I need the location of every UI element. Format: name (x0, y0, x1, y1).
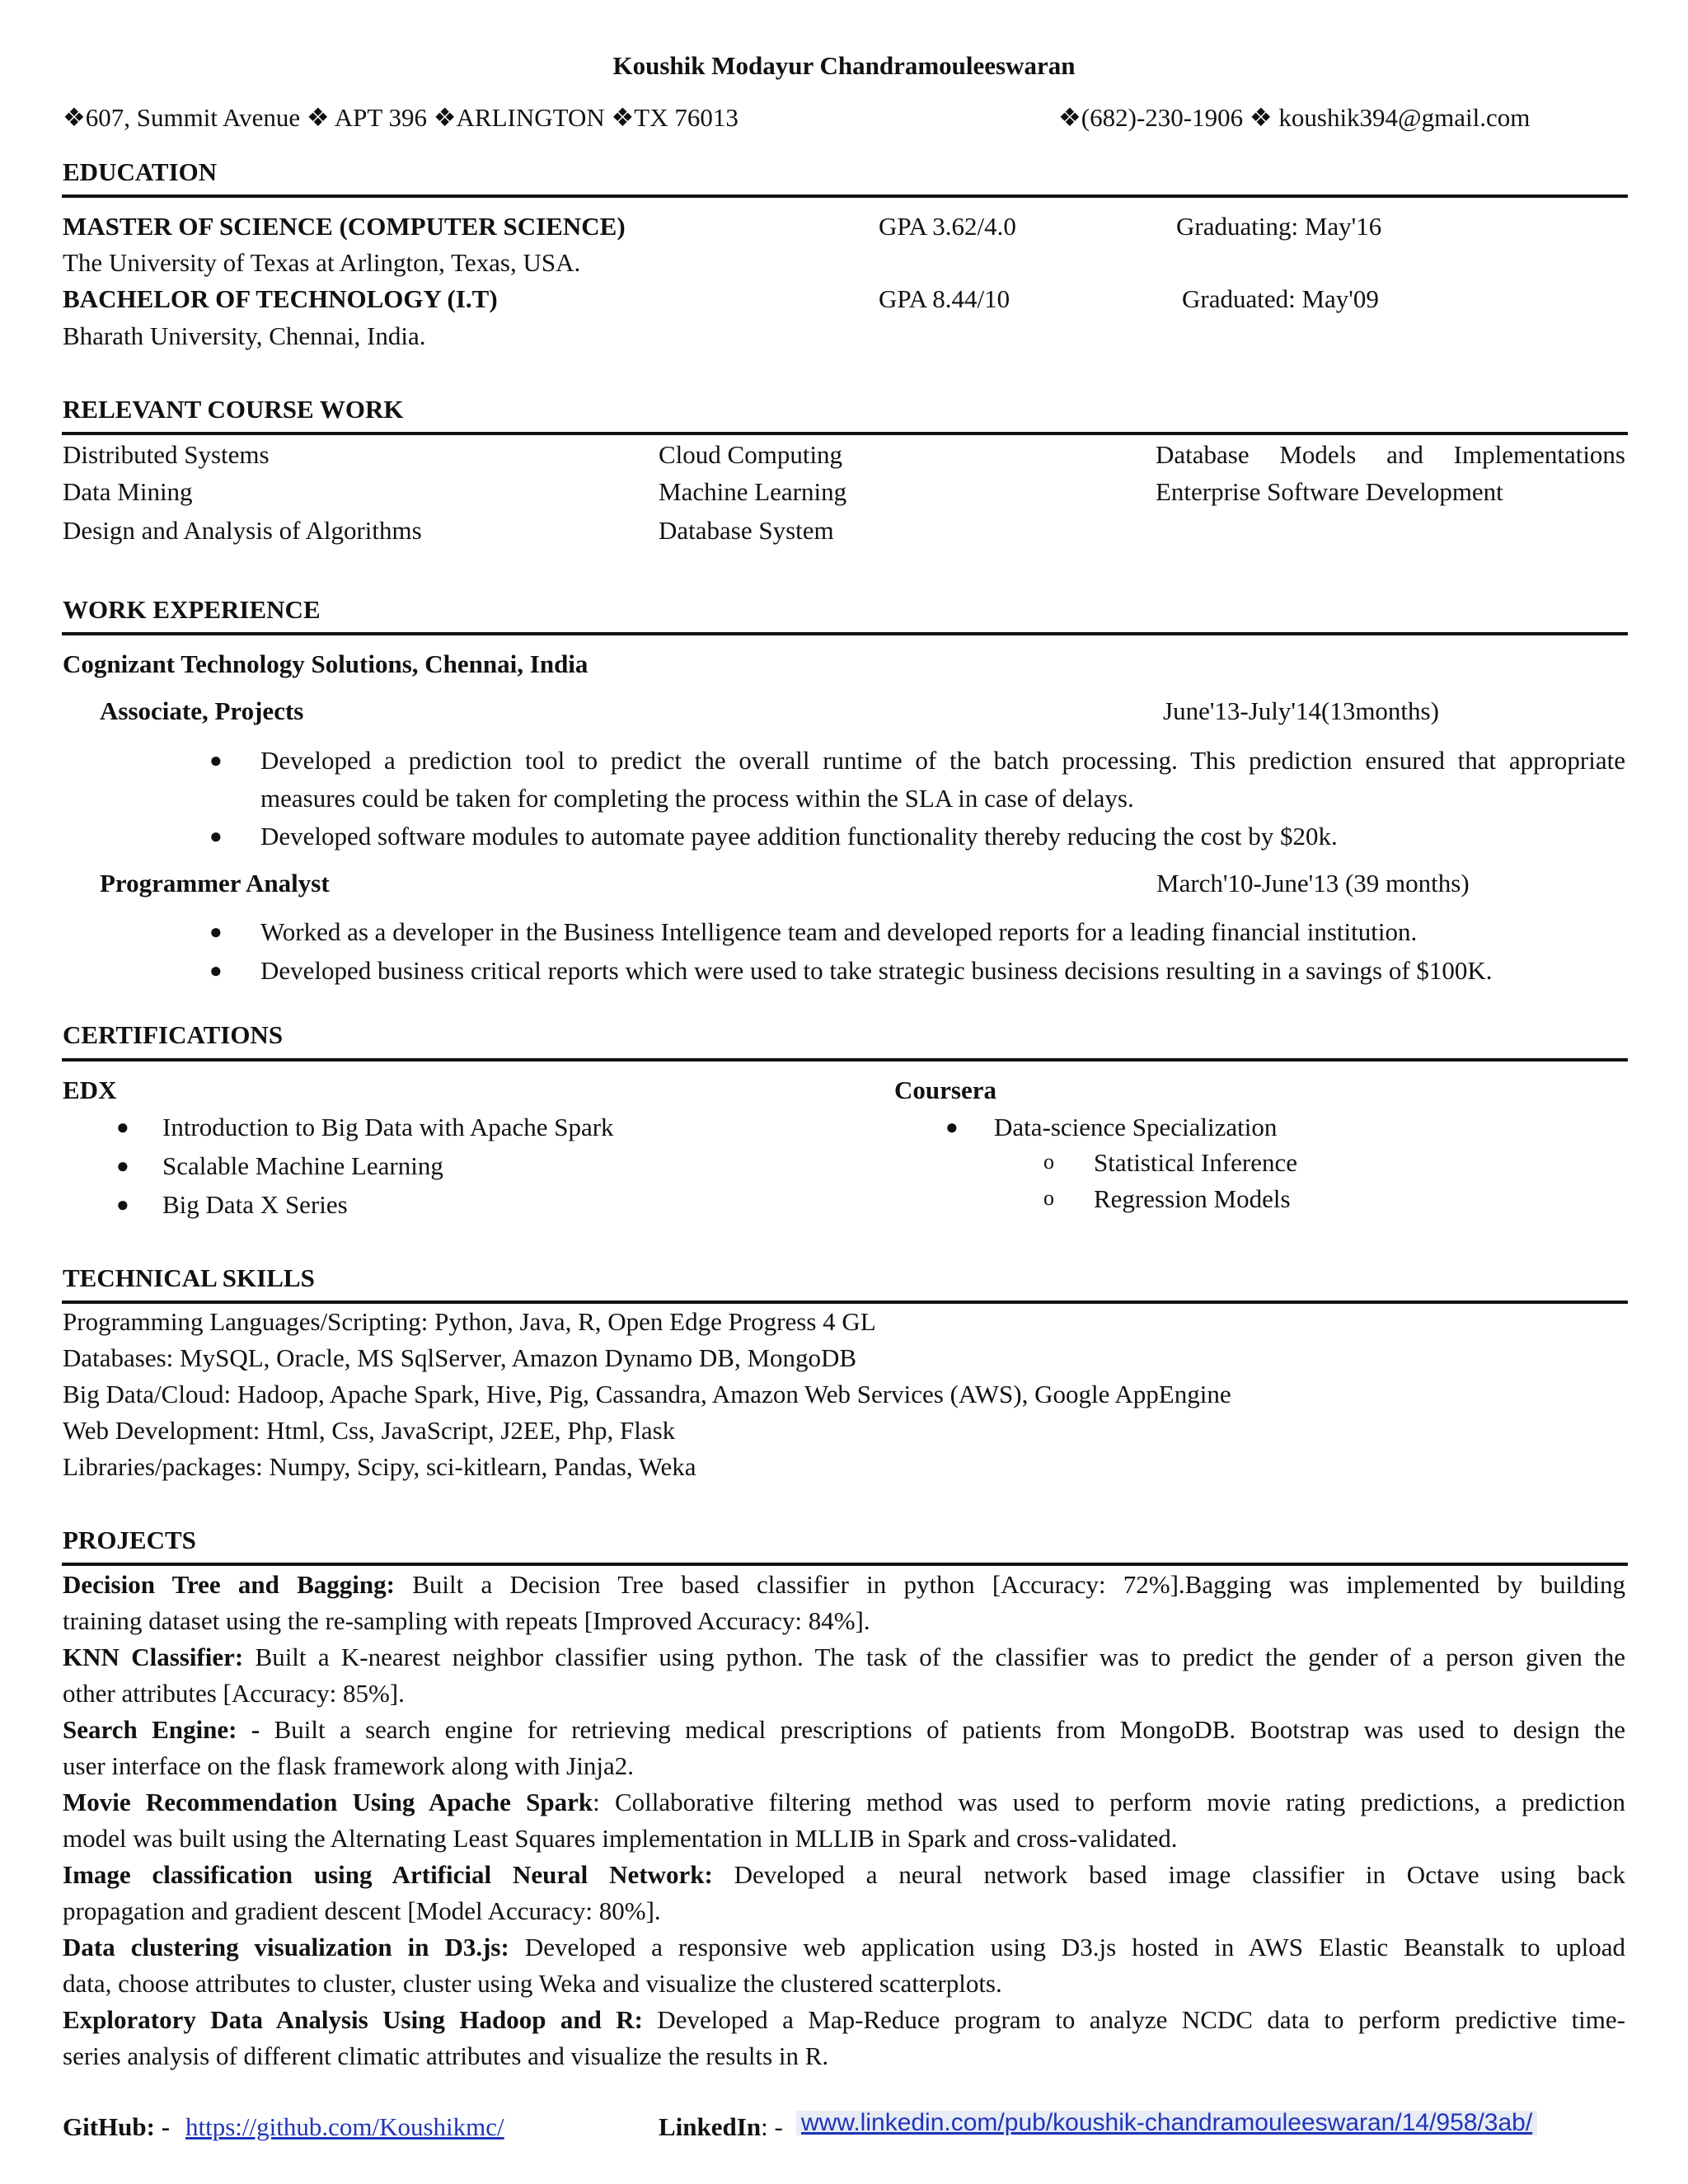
cert-subitem: Statistical Inference (1094, 1148, 1298, 1177)
skill-line: Databases: MySQL, Oracle, MS SqlServer, Amazon Dynamo DB, MongoDB (63, 1343, 857, 1372)
linkedin-label: LinkedIn (659, 2112, 762, 2141)
school-name: The University of Texas at Arlington, Texas, USA. (63, 248, 581, 277)
cert-item: Big Data X Series (162, 1190, 348, 1219)
bullet-icon: ● (209, 958, 223, 982)
bullet-icon: ● (116, 1193, 129, 1216)
section-title-skills: TECHNICAL SKILLS (63, 1263, 315, 1292)
skill-line: Web Development: Html, Css, JavaScript, J2EE, Php, Flask (63, 1416, 676, 1445)
circle-bullet-icon: o (1043, 1150, 1054, 1174)
course-item: Enterprise Software Development (1156, 477, 1503, 506)
bullet-icon: ● (209, 824, 223, 848)
cert-item: Data-science Specialization (994, 1113, 1278, 1141)
school-name: Bharath University, Chennai, India. (63, 321, 426, 350)
degree-title: MASTER OF SCIENCE (COMPUTER SCIENCE) (63, 212, 626, 241)
gpa: GPA 8.44/10 (879, 284, 1010, 313)
bullet-icon: ● (209, 748, 223, 772)
course-item: Distributed Systems (63, 440, 270, 469)
gpa: GPA 3.62/4.0 (879, 212, 1016, 241)
project-entry: Image classification using Artificial Neural Network: Developed a neural network based image classifier in Octave using back (63, 1860, 1625, 1889)
project-entry: Movie Recommendation Using Apache Spark: Collaborative filtering method was used to perform movie rating predictions, a prediction (63, 1788, 1625, 1816)
job-dates: June'13-July'14(13months) (1163, 696, 1439, 725)
resume-name: Koushik Modayur Chandramouleeswaran (612, 51, 1076, 80)
divider (62, 1563, 1628, 1566)
project-name: Search Engine: - (63, 1715, 260, 1744)
job-bullet: Developed software modules to automate payee addition functionality thereby reducing the cost by $20k. (260, 822, 1338, 851)
bullet-icon: ● (945, 1115, 959, 1139)
project-description: user interface on the flask framework along with Jinja2. (63, 1751, 634, 1780)
company-name: Cognizant Technology Solutions, Chennai, India (63, 649, 588, 678)
job-bullet: Worked as a developer in the Business Intelligence team and developed reports for a leading financial institution. (260, 917, 1418, 946)
course-item: Data Mining (63, 477, 193, 506)
divider (62, 194, 1628, 198)
project-description: model was built using the Alternating Least Squares implementation in MLLIB in Spark and cross-validated. (63, 1824, 1178, 1853)
graduation-date: Graduated: May'09 (1182, 284, 1379, 313)
github-link[interactable]: https://github.com/Koushikmc/ (185, 2112, 504, 2141)
linkedin-separator: : - (761, 2112, 783, 2141)
graduation-date: Graduating: May'16 (1176, 212, 1382, 241)
cert-item: Introduction to Big Data with Apache Spark (162, 1113, 614, 1141)
cert-provider: Coursera (894, 1076, 996, 1104)
project-name: Image classification using Artificial Neural Network: (63, 1860, 713, 1889)
bullet-icon: ● (116, 1115, 129, 1139)
circle-bullet-icon: o (1043, 1186, 1054, 1210)
skill-line: Big Data/Cloud: Hadoop, Apache Spark, Hive, Pig, Cassandra, Amazon Web Services (AWS), Google AppEngine (63, 1380, 1231, 1408)
linkedin-link[interactable]: www.linkedin.com/pub/koushik-chandramouleeswaran/14/958/3ab/ (796, 2111, 1537, 2135)
section-title-projects: PROJECTS (63, 1526, 196, 1554)
section-title-certifications: CERTIFICATIONS (63, 1020, 284, 1049)
job-title: Associate, Projects (100, 696, 304, 725)
divider (62, 1301, 1628, 1304)
course-item: Cloud Computing (659, 440, 843, 469)
project-name: KNN Classifier: (63, 1643, 244, 1671)
cert-provider: EDX (63, 1076, 117, 1104)
cert-subitem: Regression Models (1094, 1184, 1291, 1213)
job-bullet: measures could be taken for completing the process within the SLA in case of delays. (260, 784, 1134, 813)
github-label: GitHub: - (63, 2112, 171, 2141)
project-description: training dataset using the re-sampling with repeats [Improved Accuracy: 84%]. (63, 1606, 870, 1635)
divider (62, 632, 1628, 635)
project-description: data, choose attributes to cluster, cluster using Weka and visualize the clustered scatterplots. (63, 1969, 1002, 1998)
project-description: series analysis of different climatic attributes and visualize the results in R. (63, 2041, 829, 2070)
project-name: Data clustering visualization in D3.js: (63, 1933, 509, 1961)
project-name: Exploratory Data Analysis Using Hadoop and R: (63, 2005, 643, 2034)
section-title-education: EDUCATION (63, 157, 218, 186)
project-entry: Search Engine: - Built a search engine for retrieving medical prescriptions of patients from MongoDB. Bootstrap was used to design the (63, 1715, 1625, 1744)
job-title: Programmer Analyst (100, 869, 330, 898)
project-description: propagation and gradient descent [Model Accuracy: 80%]. (63, 1896, 661, 1925)
project-entry: Decision Tree and Bagging: Built a Decision Tree based classifier in python [Accuracy: 72%].Bagging was implemented by building (63, 1570, 1625, 1599)
divider (62, 1058, 1628, 1062)
course-item: Database Models and Implementations (1156, 440, 1625, 469)
address: ❖607, Summit Avenue ❖ APT 396 ❖ARLINGTON ❖TX 76013 (63, 103, 738, 132)
bullet-icon: ● (116, 1154, 129, 1178)
course-item: Design and Analysis of Algorithms (63, 516, 422, 545)
section-title-experience: WORK EXPERIENCE (63, 595, 321, 624)
job-dates: March'10-June'13 (39 months) (1156, 869, 1470, 898)
cert-item: Scalable Machine Learning (162, 1151, 443, 1180)
project-name: Movie Recommendation Using Apache Spark (63, 1788, 593, 1816)
skill-line: Programming Languages/Scripting: Python, Java, R, Open Edge Progress 4 GL (63, 1307, 876, 1336)
job-bullet: Developed a prediction tool to predict the overall runtime of the batch processing. This prediction ensured that appropriate (260, 746, 1625, 775)
course-item: Machine Learning (659, 477, 847, 506)
project-entry: KNN Classifier: Built a K-nearest neighbor classifier using python. The task of the classifier was to predict the gender of a person given the (63, 1643, 1626, 1671)
degree-title: BACHELOR OF TECHNOLOGY (I.T) (63, 284, 498, 313)
project-description: other attributes [Accuracy: 85%]. (63, 1679, 405, 1708)
project-entry: Data clustering visualization in D3.js: Developed a responsive web application using D3.js hosted in AWS Elastic Beanstalk to upload (63, 1933, 1625, 1961)
job-bullet: Developed business critical reports which were used to take strategic business decisions resulting in a savings of $100K. (260, 956, 1493, 985)
linkedin-label-group (659, 2114, 783, 2139)
course-item: Database System (659, 516, 834, 545)
contact-info: ❖(682)-230-1906 ❖ koushik394@gmail.com (1058, 103, 1531, 132)
section-title-coursework: RELEVANT COURSE WORK (63, 395, 404, 424)
project-entry: Exploratory Data Analysis Using Hadoop and R: Developed a Map-Reduce program to analyze NCDC data to perform predictive time- (63, 2005, 1625, 2034)
project-name: Decision Tree and Bagging: (63, 1570, 395, 1599)
skill-line: Libraries/packages: Numpy, Scipy, sci-kitlearn, Pandas, Weka (63, 1452, 696, 1481)
divider (62, 432, 1628, 435)
bullet-icon: ● (209, 920, 223, 944)
